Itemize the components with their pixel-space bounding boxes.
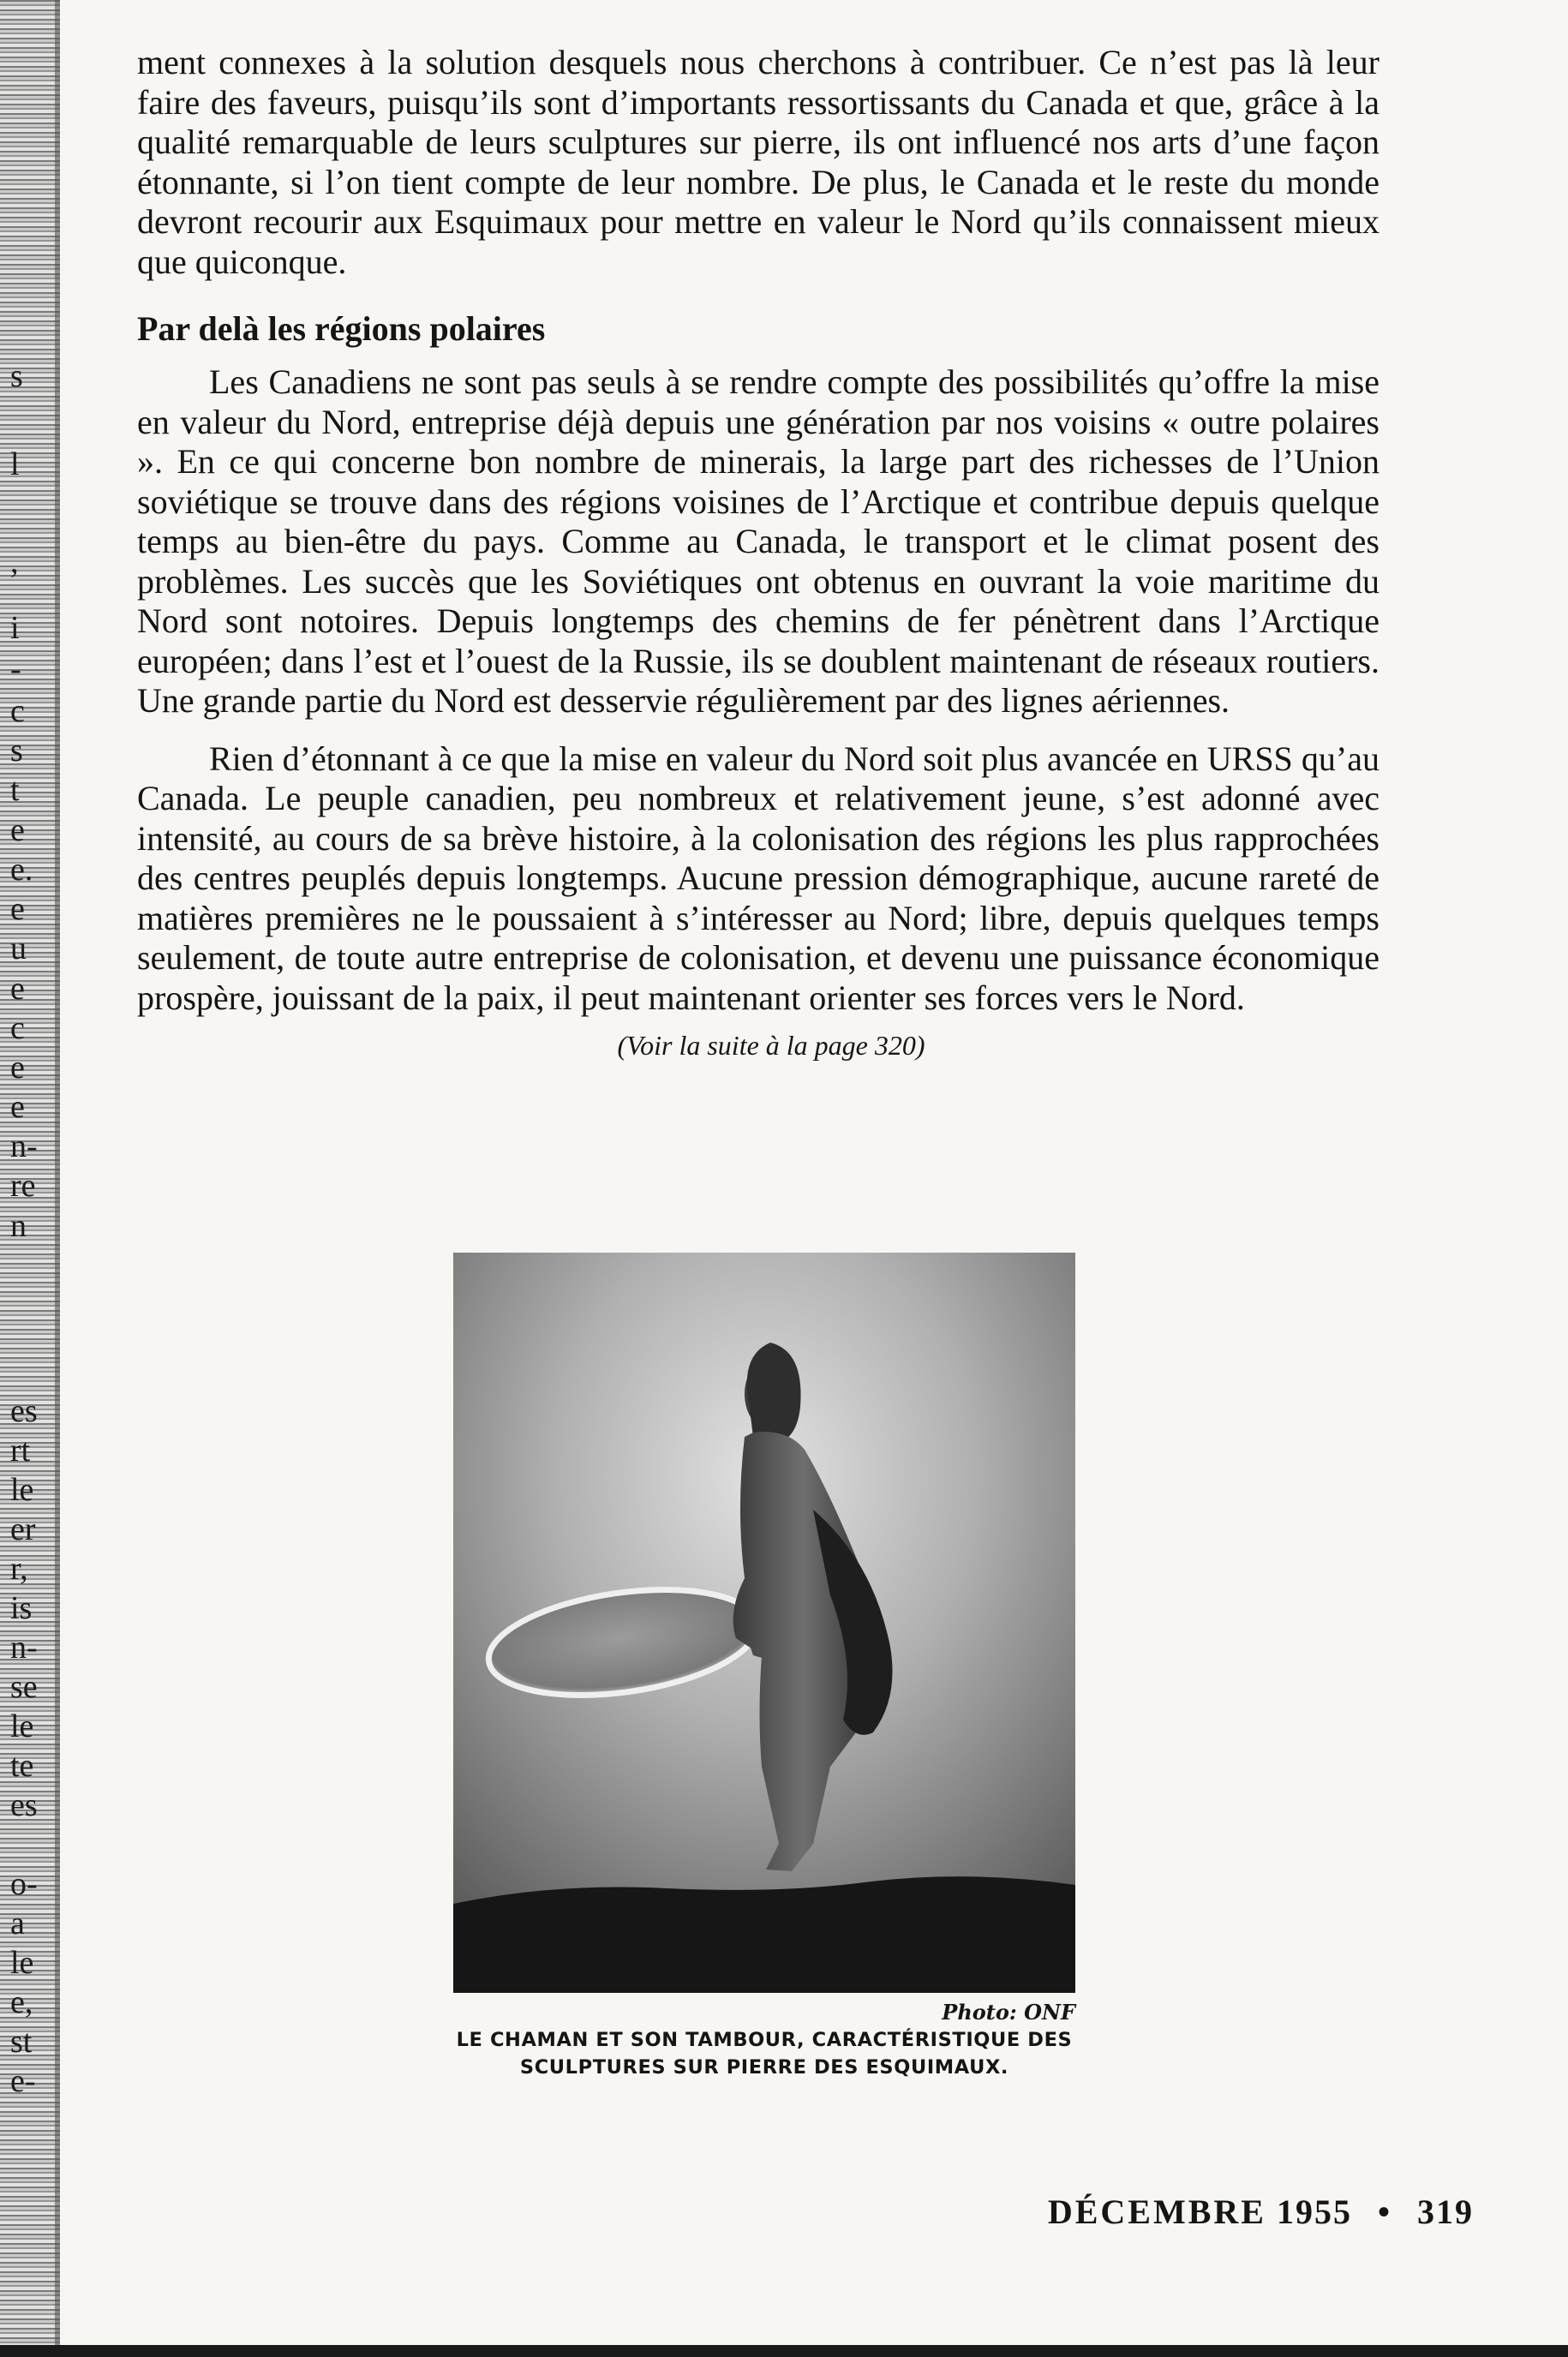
previous-column-fragment: es: [10, 1393, 38, 1429]
page-footer: [1011, 2192, 1474, 2232]
figure-caption: LE CHAMAN ET SON TAMBOUR, CARACTÉRISTIQUE DES SCULPTURES SUR PIERRE DES ESQUIMAUX.: [456, 2029, 1073, 2079]
previous-column-fragment: st: [10, 2024, 33, 2060]
shaman-drum-sculpture-image: [453, 1253, 1075, 1993]
previous-column-fragment: rt: [10, 1433, 31, 1469]
previous-column-fragment: e,: [10, 1984, 33, 2020]
previous-column-fragment: u: [10, 930, 27, 966]
previous-column-fragment: s: [10, 733, 23, 769]
previous-column-fragment: s: [10, 358, 23, 394]
paragraph-3: Rien d’étonnant à ce que la mise en valeur du Nord soit plus avancée en URSS qu’au Canada. Le peuple canadien, peu nombreux et relativement jeune, s’est adonné avec intensité, au cours de sa brève histoire, à la colonisation des régions les plus rapprochées des centres peuplés depuis longtemps. Aucune pression démographique, aucune rareté de matières premières ne le poussaient à s’intéresser au Nord; libre, depuis quelques temps seulement, de toute autre entreprise de colonisation, et devenu une puissance économique prospère, jouissant de la paix, il peut maintenant orienter ses forces vers le Nord.: [137, 739, 1379, 1017]
previous-column-fragment: le: [10, 1945, 34, 1981]
previous-column-fragment: e.: [10, 852, 33, 888]
sculpture-photo: [453, 1253, 1075, 1993]
previous-column-fragment: er: [10, 1511, 36, 1547]
previous-column-fragment: ,: [10, 544, 19, 580]
paragraph-2: Les Canadiens ne sont pas seuls à se rendre compte des possibilités qu’offre la mise en valeur du Nord, entreprise déjà depuis une génération par nos voisins « outre polaires ». En ce qui concerne bon nombre de minerais, la large part des richesses de l’Union soviétique se trouve dans des régions voisines de l’Arctique et contribue depuis quelque temps au bien-être du pays. Comme au Canada, le transport et le climat posent des problèmes. Les succès que les Soviétiques ont obtenus en ouvrant la voie maritime du Nord sont notoires. Depuis longtemps des chemins de fer pénètrent dans l’Arctique européen; dans l’est et l’ouest de la Russie, ils se doublent maintenant de réseaux routiers. Une grande partie du Nord est desservie régulièrement par des lignes aériennes.: [137, 362, 1379, 720]
figure: [453, 1253, 1075, 2081]
previous-column-fragment: i: [10, 610, 20, 646]
previous-column-fragment: e-: [10, 2063, 36, 2099]
previous-column-fragment: t: [10, 772, 20, 808]
previous-column-fragment: te: [10, 1748, 34, 1784]
previous-column-fragment: le: [10, 1472, 34, 1508]
previous-column-fragment: le: [10, 1708, 34, 1744]
footer-separator: •: [1377, 2192, 1391, 2231]
previous-column-fragment: n: [10, 1208, 27, 1244]
previous-column-fragment: o-: [10, 1866, 38, 1902]
previous-column-fragment: r,: [10, 1551, 28, 1587]
paragraph-1: ment connexes à la solution desquels nous cherchons à contribuer. Ce n’est pas là leur faire des faveurs, puisqu’ils sont d’importants ressortissants du Canada et que, grâce à la qualité remarquable de leurs sculptures sur pierre, ils ont influencé nos arts d’une façon étonnante, si l’on tient compte de leur nombre. De plus, le Canada et le reste du monde devront recourir aux Esquimaux pour mettre en valeur le Nord qu’ils connaissent mieux que quiconque.: [137, 43, 1379, 281]
previous-column-fragment: l: [10, 446, 20, 482]
previous-column-fragment: e: [10, 891, 25, 927]
footer-year: 1955: [1276, 2192, 1352, 2231]
previous-column-fragment: es: [10, 1787, 38, 1823]
previous-column-fragment: c: [10, 693, 25, 729]
previous-column-fragment: is: [10, 1590, 33, 1626]
previous-column-fragment: c: [10, 1010, 25, 1046]
section-heading: Par delà les régions polaires: [137, 309, 546, 348]
previous-column-fragment: se: [10, 1669, 38, 1705]
previous-column-fragment: -: [10, 651, 21, 687]
previous-column-fragment: e: [10, 971, 25, 1007]
footer-month: DÉCEMBRE: [1047, 2192, 1266, 2231]
previous-column-fragment: re: [10, 1168, 36, 1204]
previous-column-fragment: n-: [10, 1128, 38, 1164]
photo-credit: Photo: ONF: [942, 2000, 1075, 2025]
previous-column-fragment: e: [10, 1089, 25, 1125]
continued-note: (Voir la suite à la page 320): [617, 1030, 925, 1061]
previous-column-fragment: e: [10, 812, 25, 848]
previous-column-fragment: n-: [10, 1630, 38, 1666]
previous-column-fragment: e: [10, 1050, 25, 1086]
article-body: [137, 43, 1379, 1062]
bottom-rule: [0, 2345, 1568, 2357]
previous-column-fragment: a: [10, 1905, 25, 1941]
page-number: 319: [1417, 2192, 1474, 2231]
